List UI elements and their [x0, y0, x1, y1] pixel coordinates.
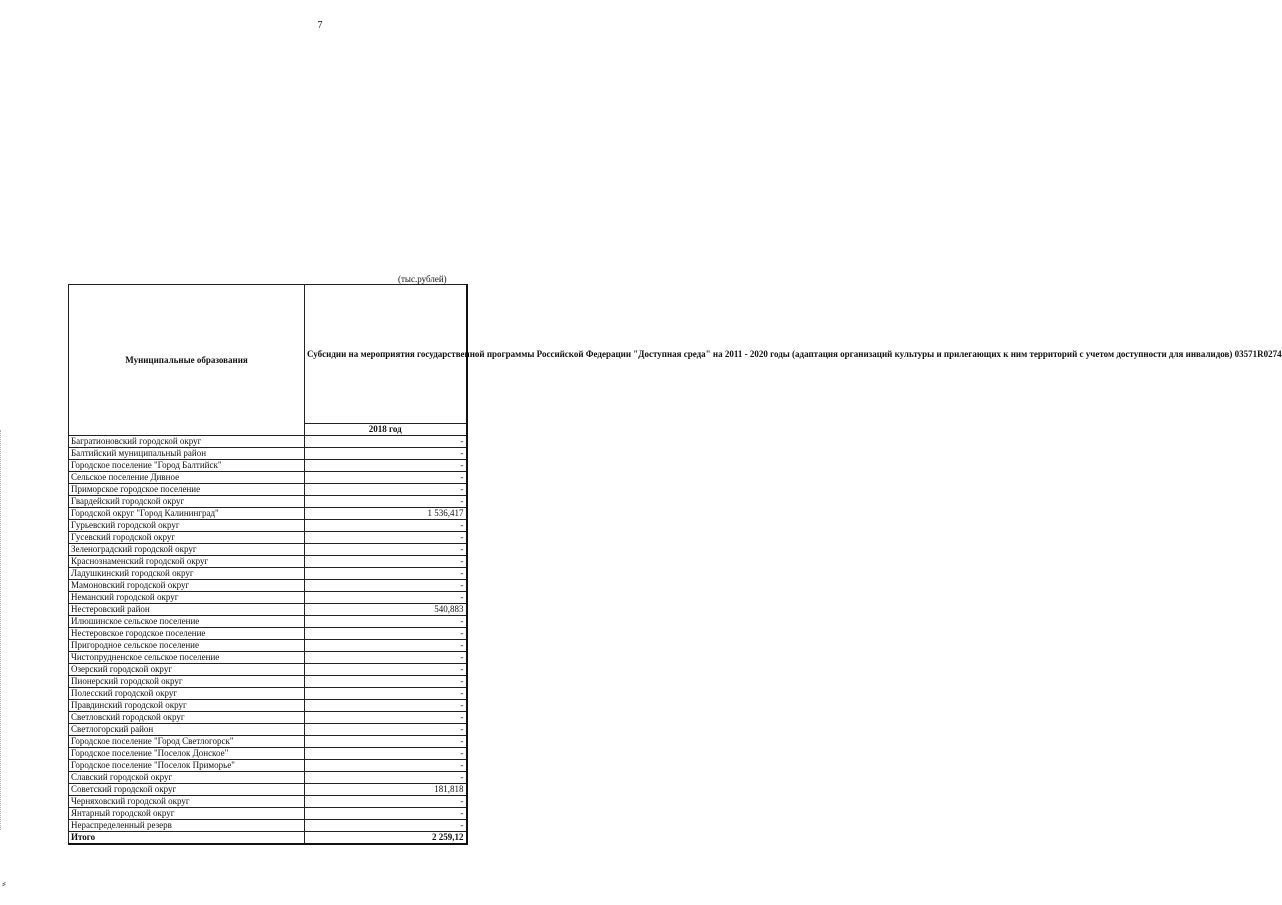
municipality-name: Краснознаменский городской округ: [69, 556, 305, 568]
subsidy-value: -: [305, 736, 467, 748]
subsidy-value: -: [305, 616, 467, 628]
subsidy-value: -: [305, 748, 467, 760]
subsidy-value: -: [305, 808, 467, 820]
table-row: [69, 508, 467, 520]
total-value: 2 259,12: [305, 832, 467, 845]
subsidy-value: 1 536,417: [305, 508, 467, 520]
municipality-name: Городской округ "Город Калининград": [69, 508, 305, 520]
municipality-name: Нестеровское городское поселение: [69, 628, 305, 640]
subsidy-value: -: [305, 700, 467, 712]
table-row: [69, 760, 467, 772]
municipality-name: Гурьевский городской округ: [69, 520, 305, 532]
municipality-name: Нестеровский район: [69, 604, 305, 616]
municipality-name: Городское поселение "Город Светлогорск": [69, 736, 305, 748]
municipality-name: Нераспределенный резерв: [69, 820, 305, 832]
table-row: [69, 772, 467, 784]
subsidy-value: -: [305, 760, 467, 772]
municipality-name: Зеленоградский городской округ: [69, 544, 305, 556]
table-row: [69, 700, 467, 712]
table-row: [69, 808, 467, 820]
scan-margin-mark: [0, 430, 2, 830]
municipality-name: Илюшинское сельское поселение: [69, 616, 305, 628]
table-row: [69, 652, 467, 664]
table-row: [69, 748, 467, 760]
subsidy-value: -: [305, 484, 467, 496]
subsidy-value: -: [305, 712, 467, 724]
subsidy-value: -: [305, 592, 467, 604]
table-row: [69, 796, 467, 808]
subsidy-value: -: [305, 628, 467, 640]
municipality-name: Балтийский муниципальный район: [69, 448, 305, 460]
page-number: 7: [317, 20, 323, 31]
subsidy-value: -: [305, 724, 467, 736]
subsidy-value: -: [305, 496, 467, 508]
table-row: [69, 676, 467, 688]
municipality-name: Славский городской округ: [69, 772, 305, 784]
table-row: [69, 784, 467, 796]
municipality-name: Багратионовский городской округ: [69, 436, 305, 448]
subsidy-value: 181,818: [305, 784, 467, 796]
table-row: [69, 532, 467, 544]
table-row: [69, 640, 467, 652]
table-row: [69, 544, 467, 556]
subsidy-value: -: [305, 544, 467, 556]
table-row: [69, 616, 467, 628]
subsidy-value: 540,883: [305, 604, 467, 616]
table-row: [69, 556, 467, 568]
municipality-name: Городское поселение "Город Балтийск": [69, 460, 305, 472]
table-row: [69, 820, 467, 832]
municipality-name: Гвардейский городской округ: [69, 496, 305, 508]
municipality-name: Правдинский городской округ: [69, 700, 305, 712]
subsidy-value: -: [305, 640, 467, 652]
table-row: [69, 496, 467, 508]
table-row: [69, 520, 467, 532]
subsidy-value: -: [305, 520, 467, 532]
subsidy-value: -: [305, 460, 467, 472]
municipality-name: Гусевский городской округ: [69, 532, 305, 544]
table-row: [69, 580, 467, 592]
subsidy-value: -: [305, 688, 467, 700]
municipality-name: Полесский городской округ: [69, 688, 305, 700]
corner-mark-icon: ⸗: [2, 876, 6, 890]
table-row: [69, 664, 467, 676]
table-row: [69, 604, 467, 616]
unit-note: (тыс.рублей): [398, 274, 447, 284]
table-row: [69, 628, 467, 640]
municipality-name: Мамоновский городской округ: [69, 580, 305, 592]
table-row: [69, 592, 467, 604]
municipality-name: Сельское поселение Дивное: [69, 472, 305, 484]
table-row: [69, 460, 467, 472]
table-row: [69, 568, 467, 580]
municipality-name: Озерский городской округ: [69, 664, 305, 676]
subsidy-value: -: [305, 796, 467, 808]
column-header-municipality: Муниципальные образования: [69, 285, 305, 436]
subsidy-value: -: [305, 436, 467, 448]
subsidy-value: -: [305, 676, 467, 688]
total-row: [69, 832, 467, 845]
table-row: [69, 736, 467, 748]
table-row: [69, 436, 467, 448]
table-row: [69, 712, 467, 724]
subsidy-value: -: [305, 820, 467, 832]
column-header-year: 2018 год: [305, 424, 467, 436]
municipality-name: Приморское городское поселение: [69, 484, 305, 496]
municipality-name: Черняховский городской округ: [69, 796, 305, 808]
table-row: [69, 472, 467, 484]
subsidy-value: -: [305, 448, 467, 460]
municipality-name: Светлогорский район: [69, 724, 305, 736]
municipality-name: Чистопрудненское сельское поселение: [69, 652, 305, 664]
subsidy-value: -: [305, 472, 467, 484]
subsidy-table: [68, 284, 1282, 845]
subsidy-value: -: [305, 772, 467, 784]
subsidy-value: -: [305, 580, 467, 592]
municipality-name: Светловский городской округ: [69, 712, 305, 724]
municipality-name: Советский городской округ: [69, 784, 305, 796]
subsidy-value: -: [305, 664, 467, 676]
municipality-name: Городское поселение "Поселок Приморье": [69, 760, 305, 772]
municipality-name: Городское поселение "Поселок Донское": [69, 748, 305, 760]
subsidy-value: -: [305, 532, 467, 544]
subsidy-value: -: [305, 568, 467, 580]
table-body: [69, 436, 467, 832]
table-row: [69, 724, 467, 736]
municipality-name: Пригородное сельское поселение: [69, 640, 305, 652]
subsidy-value: -: [305, 556, 467, 568]
municipality-name: Пионерский городской округ: [69, 676, 305, 688]
total-label: Итого: [69, 832, 305, 845]
municipality-name: Ладушкинский городской округ: [69, 568, 305, 580]
column-header-subsidy: Субсидии на мероприятия государственной программы Российской Федерации "Доступная среда" на 2011 - 2020 годы (адаптация организаций культуры и прилегающих к ним территорий с учетом доступности для инвалидов) 03571R0274: [305, 285, 467, 424]
subsidy-value: -: [305, 652, 467, 664]
table-row: [69, 448, 467, 460]
municipality-name: Неманский городской округ: [69, 592, 305, 604]
municipality-name: Янтарный городской округ: [69, 808, 305, 820]
table-row: [69, 688, 467, 700]
table-row: [69, 484, 467, 496]
